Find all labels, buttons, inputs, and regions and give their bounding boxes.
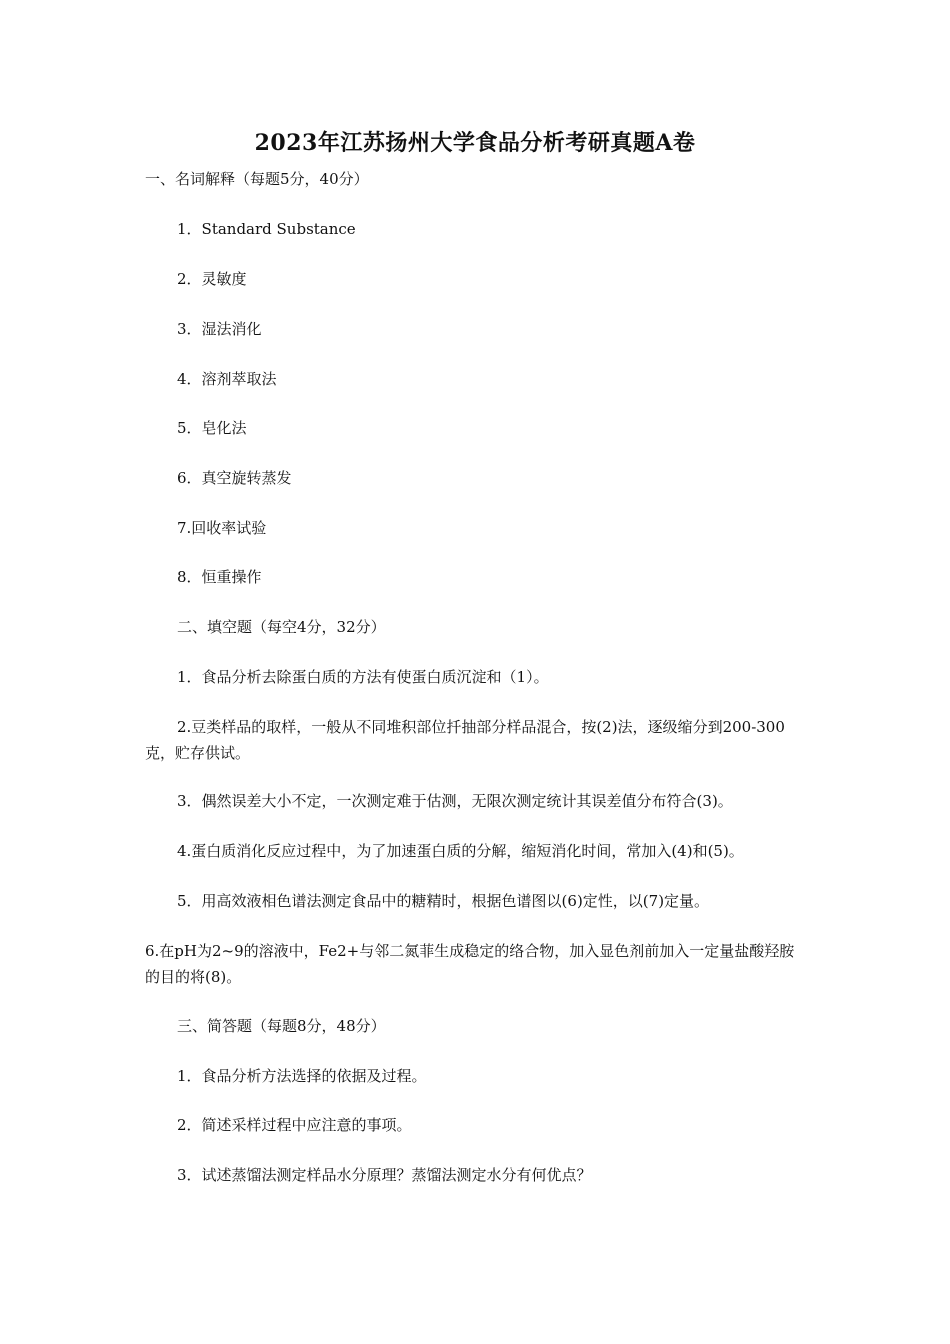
section3-item: 3．试述蒸馏法测定样品水分原理？蒸馏法测定水分有何优点？ — [177, 1166, 592, 1184]
section1-item: 6．真空旋转蒸发 — [177, 469, 292, 487]
section1-item: 8．恒重操作 — [177, 568, 262, 586]
section2-item: 4.蛋白质消化反应过程中，为了加速蛋白质的分解，缩短消化时间，常加入(4)和(5)。 — [177, 842, 744, 860]
section2-item: 2.豆类样品的取样，一般从不同堆积部位扦抽部分样品混合，按(2)法，逐级缩分到200-300克，贮存供试。 — [145, 718, 785, 762]
document-title: 2023年江苏扬州大学食品分析考研真题A卷 — [254, 130, 696, 156]
section2-item: 1．食品分析去除蛋白质的方法有使蛋白质沉淀和（1）。 — [177, 668, 549, 686]
section1-item: 5．皂化法 — [177, 419, 247, 437]
section3-item: 1．食品分析方法选择的依据及过程。 — [177, 1067, 427, 1085]
section3-item: 2．简述采样过程中应注意的事项。 — [177, 1116, 412, 1134]
section1-item: 3．湿法消化 — [177, 320, 262, 338]
section1-item: 1．Standard Substance — [177, 220, 356, 238]
section3-heading: 三、简答题（每题8分，48分） — [177, 1017, 386, 1035]
section1-item: 2．灵敏度 — [177, 270, 247, 288]
section2-item: 3．偶然误差大小不定，一次测定难于估测，无限次测定统计其误差值分布符合(3)。 — [177, 792, 733, 810]
section1-item: 4．溶剂萃取法 — [177, 370, 277, 388]
section2-heading: 二、填空题（每空4分，32分） — [177, 618, 386, 636]
section2-item: 5．用高效液相色谱法测定食品中的糖精时，根据色谱图以(6)定性，以(7)定量。 — [177, 892, 710, 910]
section1-heading: 一、名词解释（每题5分，40分） — [145, 170, 369, 188]
section2-item: 6.在pH为2~9的溶液中，Fe2+与邻二氮菲生成稳定的络合物，加入显色剂前加入一定量盐酸羟胺的目的将(8)。 — [145, 942, 795, 986]
section1-item: 7.回收率试验 — [177, 519, 267, 537]
